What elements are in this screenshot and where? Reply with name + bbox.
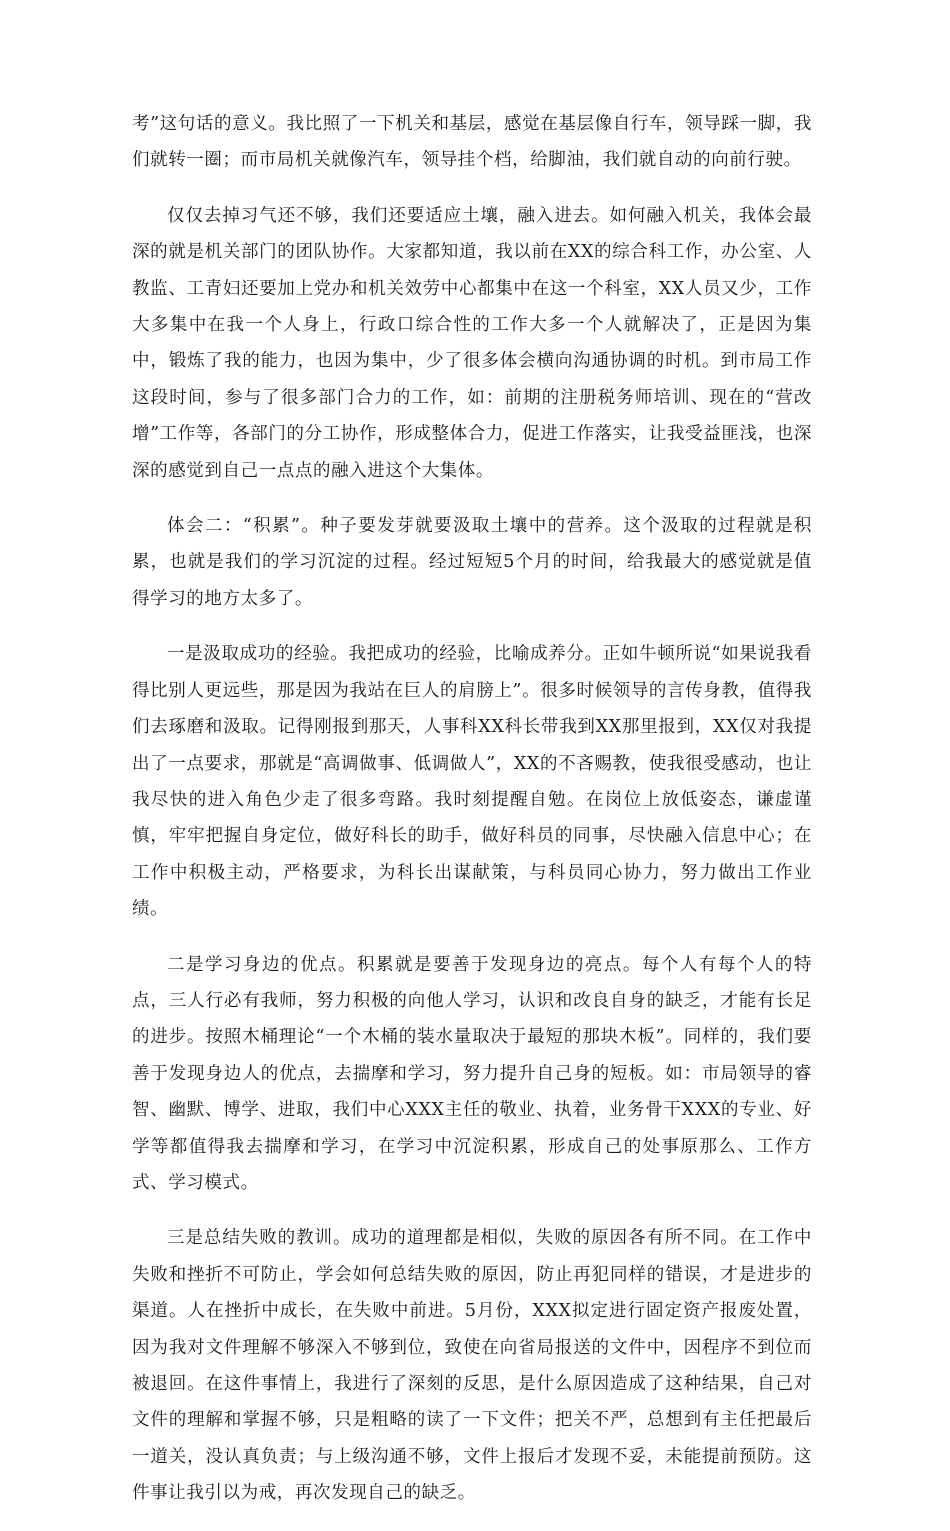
document-body	[132, 106, 812, 1531]
paragraph-1: 考”这句话的意义。我比照了一下机关和基层，感觉在基层像自行车，领导踩一脚，我们就转一圈；而市局机关就像汽车，领导挂个档，给脚油，我们就自动的向前行驶。	[132, 114, 812, 171]
paragraph-2: 仅仅去掉习气还不够，我们还要适应土壤，融入进去。如何融入机关，我体会最深的就是机关部门的团队协作。大家都知道，我以前在XX的综合科工作，办公室、人教监、工青妇还要加上党办和机关效劳中心都集中在这一个科室，XX人员又少，工作大多集中在我一个人身上，行政口综合性的工作大多一个人就解决了，正是因为集中，锻炼了我的能力，也因为集中，少了很多体会横向沟通协调的时机。到市局工作这段时间，参与了很多部门合力的工作，如：前期的注册税务师培训、现在的“营改增”工作等，各部门的分工协作，形成整体合力，促进工作落实，让我受益匪浅，也深深的感觉到自己一点点的融入进这个大集体。	[132, 205, 812, 481]
paragraph-4: 一是汲取成功的经验。我把成功的经验，比喻成养分。正如牛顿所说“如果说我看得比别人更远些，那是因为我站在巨人的肩膀上”。很多时候领导的言传身教，值得我们去琢磨和汲取。记得刚报到那天，人事科XX科长带我到XX那里报到，XX仅对我提出了一点要求，那就是“高调做事、低调做人”，XX的不吝赐教，使我很受感动，也让我尽快的进入角色少走了很多弯路。我时刻提醒自勉。在岗位上放低姿态，谦虚谨慎，牢牢把握自身定位，做好科长的助手，做好科员的同事，尽快融入信息中心；在工作中积极主动，严格要求，为科长出谋献策，与科员同心协力，努力做出工作业绩。	[132, 644, 812, 920]
paragraph-3: 体会二：“积累”。种子要发芽就要汲取土壤中的营养。这个汲取的过程就是积累，也就是我们的学习沉淀的过程。经过短短5个月的时间，给我最大的感觉就是值得学习的地方太多了。	[132, 516, 812, 609]
paragraph-5: 二是学习身边的优点。积累就是要善于发现身边的亮点。每个人有每个人的特点，三人行必有我师，努力积极的向他人学习，认识和改良自身的缺乏，才能有长足的进步。按照木桶理论“一个木桶的装水量取决于最短的那块木板”。同样的，我们要善于发现身边人的优点，去揣摩和学习，努力提升自己身的短板。如：市局领导的睿智、幽默、博学、进取，我们中心XXX主任的敬业、执着，业务骨干XXX的专业、好学等都值得我去揣摩和学习，在学习中沉淀积累，形成自己的处事原那么、工作方式、学习模式。	[132, 954, 812, 1193]
paragraph-6: 三是总结失败的教训。成功的道理都是相似，失败的原因各有所不同。在工作中失败和挫折不可防止，学会如何总结失败的原因，防止再犯同样的错误，才是进步的渠道。人在挫折中成长，在失败中前进。5月份，XXX拟定进行固定资产报废处置，因为我对文件理解不够深入不够到位，致使在向省局报送的文件中，因程序不到位而被退回。在这件事情上，我进行了深刻的反思，是什么原因造成了这种结果，自己对文件的理解和掌握不够，只是粗略的读了一下文件；把关不严，总想到有主任把最后一道关，没认真负责；与上级沟通不够，文件上报后才发现不妥，未能提前预防。这件事让我引以为戒，再次发现自己的缺乏。	[132, 1228, 812, 1504]
